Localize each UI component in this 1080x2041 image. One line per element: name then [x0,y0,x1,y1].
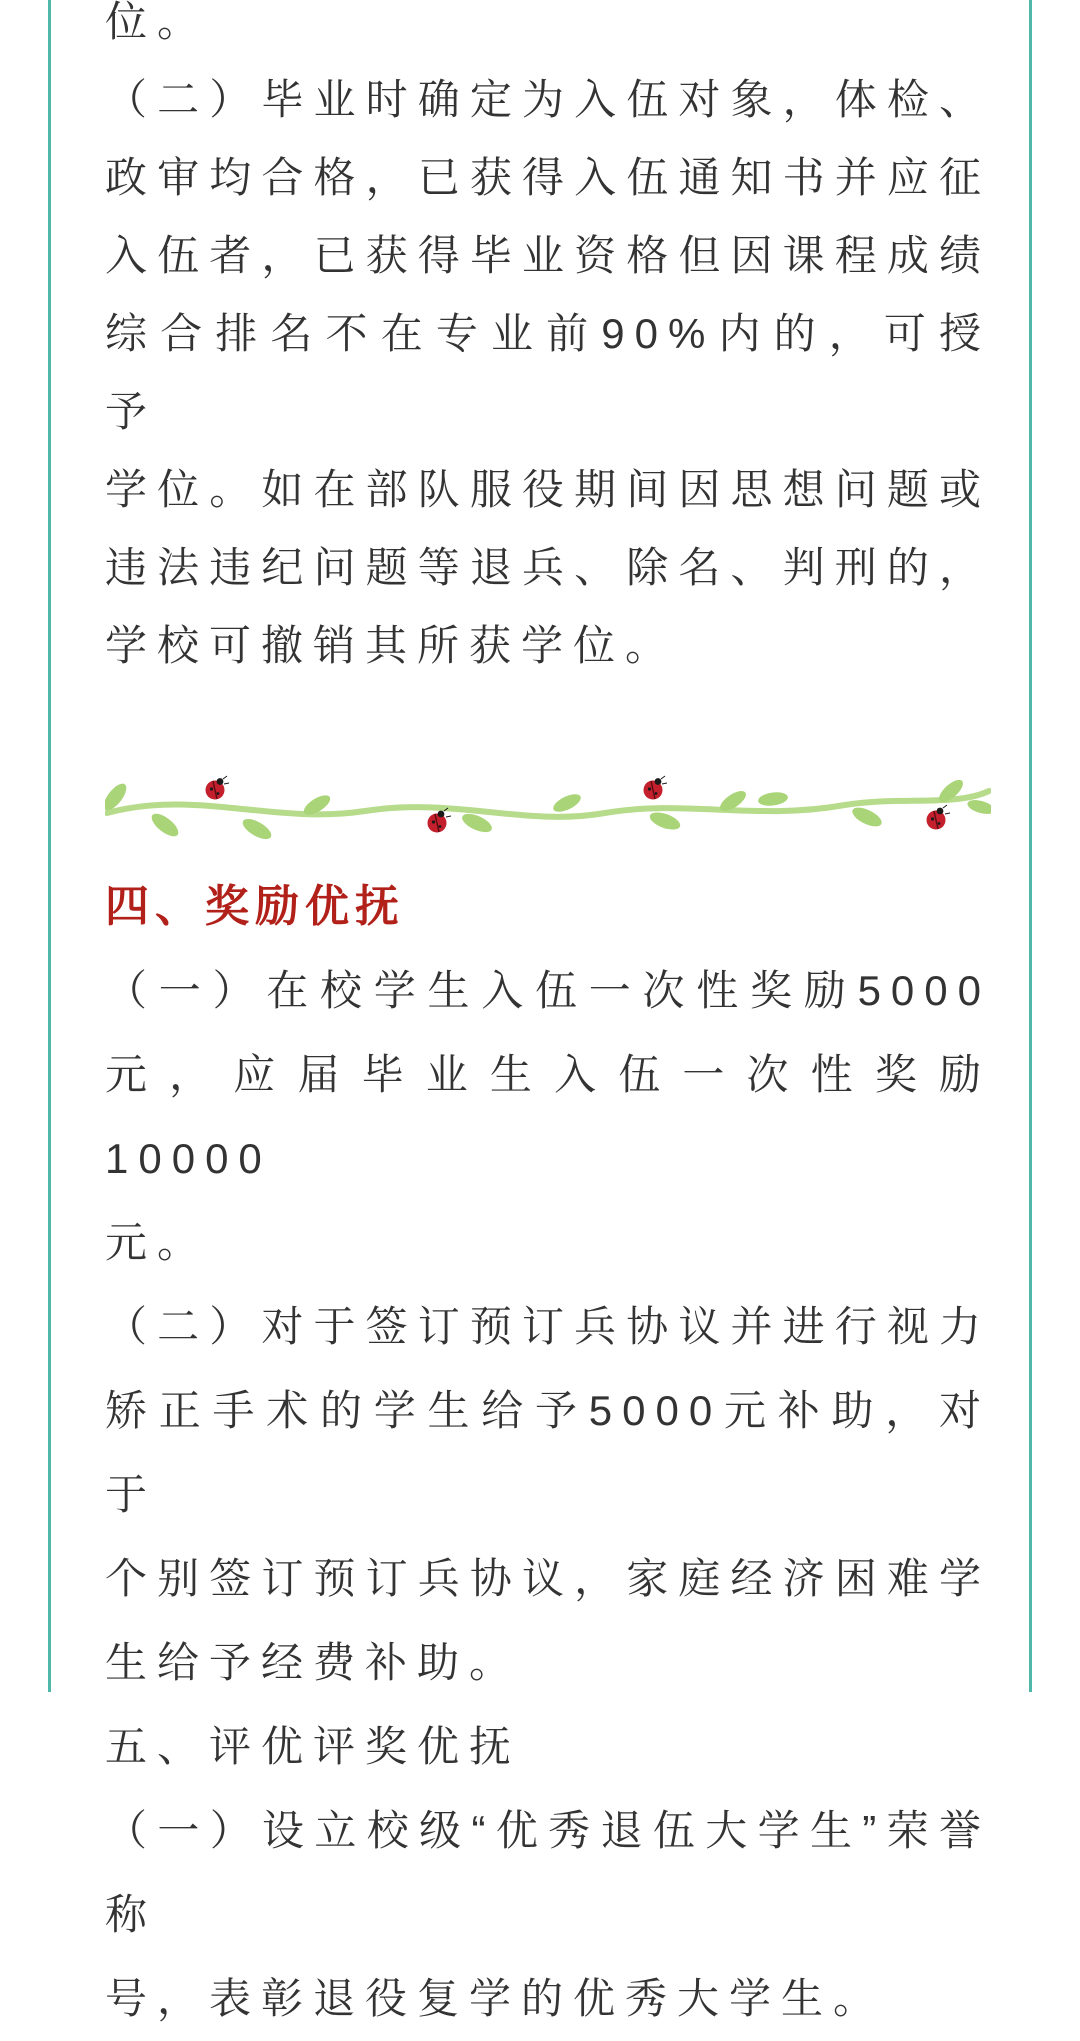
text-line: （一）设立校级“优秀退伍大学生”荣誉称 [105,1807,991,1938]
text-line: （一）在校学生入伍一次性奖励5000 [105,967,991,1014]
ladybug-icon [206,776,230,800]
text-line: 综合排名不在专业前90%内的，可授予 [105,310,991,435]
text-line: 元。 [105,1219,210,1266]
text-line: 五、评优评奖优抚 [105,1723,522,1770]
text-line: 学位。如在部队服役期间因思想问题或 [105,466,991,513]
text-line: 个别签订预订兵协议，家庭经济困难学 [105,1555,991,1602]
section-heading-rewards: 四、奖励优抚 [105,882,405,931]
text-line: 政审均合格，已获得入伍通知书并应征 [105,154,991,201]
text-line: 学校可撤销其所获学位。 [105,622,678,669]
ladybug-icon [644,776,668,800]
vine-divider-graphic [105,763,991,839]
text-line: 矫正手术的学生给予5000元补助，对于 [105,1387,991,1518]
article-body [105,0,991,2041]
ladybug-icon [927,805,951,830]
text-line: 生给予经费补助。 [105,1639,522,1686]
text-line: 号，表彰退役复学的优秀大学生。 [105,1975,886,2022]
text-line: （二）毕业时确定为入伍对象，体检、 [105,76,991,123]
left-side-rule [48,0,51,1692]
right-side-rule [1029,0,1032,1692]
text-line: 元，应届毕业生入伍一次性奖励10000 [105,1051,991,1182]
text-line: 入伍者，已获得毕业资格但因课程成绩 [105,232,991,279]
text-line: （二）对于签订预订兵协议并进行视力 [105,1303,991,1350]
ladybug-icon [428,808,452,833]
vine-divider-svg [105,763,991,839]
paragraph-block-rewards [105,949,991,2041]
text-line: 违法违纪问题等退兵、除名、判刑的， [105,544,991,591]
paragraph-block-degree-policy [105,0,991,685]
text-line: 位。 [105,0,210,45]
